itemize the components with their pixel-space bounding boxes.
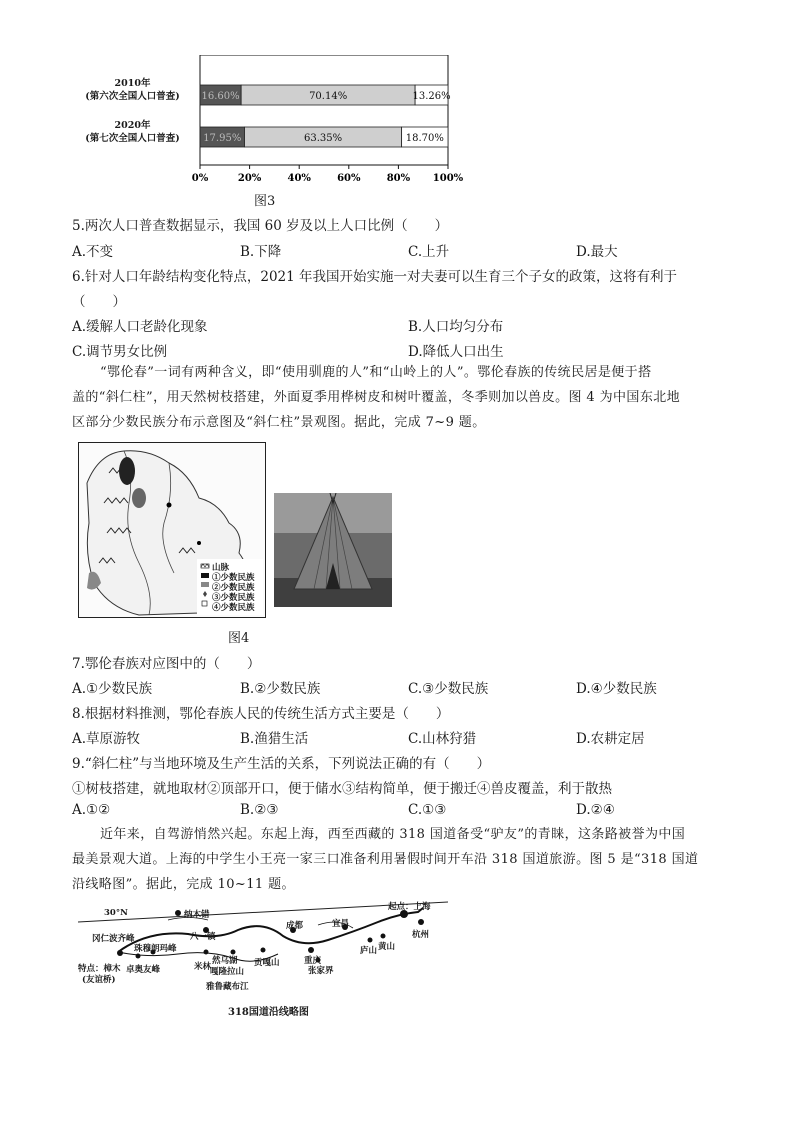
figure-4-map [78,442,266,618]
figure-4-caption: 图4 [228,631,250,646]
place-ranwuhu: 然乌湖 [212,956,238,966]
q8-option-b[interactable]: B.渔猎生活 [240,731,309,747]
place-chongqing: 重庆 [304,956,322,966]
figure-5-route-map [78,900,448,1018]
xierenzhu-photo [274,493,392,607]
q7-option-b[interactable]: B.②少数民族 [240,681,321,697]
bar-data-label: 18.70% [405,133,444,144]
passage-2-line-2: 最美景观大道。上海的中学生小王亮一家三口准备利用暑假时间开车沿 318 国道旅游。图 5 是“318 国道 [72,852,699,867]
place-zhuoaoyou: 卓奥友峰 [126,965,161,975]
place-gangrenboqi: 冈仁波齐峰 [92,934,135,944]
q5-option-c[interactable]: C.上升 [408,244,450,260]
x-tick-label: 100% [432,173,464,184]
x-tick-label: 40% [287,173,311,184]
bar-label-2020 [70,119,195,145]
xierenzhu-image [274,493,392,607]
question-9-statements: ①树枝搭建，就地取材②顶部开口，便于储水③结构简单，便于搬迁④兽皮覆盖，利于散热 [72,781,612,797]
question-6-stem-cont: （ ） [72,294,126,310]
stacked-bar-chart [190,55,470,185]
x-tick-label: 80% [386,173,411,184]
place-gonggashan: 贡嘎山 [254,958,280,968]
q6-option-d[interactable]: D.降低人口出生 [408,344,504,360]
q6-option-b[interactable]: B.人口均匀分布 [408,319,504,335]
q8-option-c[interactable]: C.山林狩猎 [408,731,477,747]
passage-1-line-3: 区部分少数民族分布示意图及“斜仁柱”景观图。据此，完成 7~9 题。 [72,415,486,430]
q5-option-d[interactable]: D.最大 [576,244,618,260]
legend-mountain: 山脉 [212,563,230,573]
label-2020-desc: (第七次全国人口普查) [85,133,180,144]
place-start-note: (友谊桥) [82,975,116,985]
question-8-stem: 8.根据材料推测，鄂伦春族人民的传统生活方式主要是（ ） [72,706,450,722]
bar-label-2010 [70,77,195,103]
q9-option-b[interactable]: B.②③ [240,802,279,818]
q6-option-a[interactable]: A.缓解人口老龄化现象 [72,319,208,335]
place-chengdu: 成都 [286,921,304,931]
place-yichang: 宜昌 [332,919,350,929]
place-bayizhen: 八一镇 [190,932,216,942]
q6-option-c[interactable]: C.调节男女比例 [72,344,168,360]
q9-option-c[interactable]: C.①③ [408,802,447,818]
q7-option-c[interactable]: C.③少数民族 [408,681,489,697]
bar-data-label: 16.60% [201,91,240,102]
place-shanghai: 起点：上海 [388,902,431,912]
legend-ethnic-4: ④少数民族 [212,603,255,613]
bar-data-label: 17.95% [203,133,242,144]
lat-30n-label: 30°N [104,908,128,918]
question-7-stem: 7.鄂伦春族对应图中的（ ） [72,656,261,672]
place-zhangjiajie: 张家界 [308,966,334,976]
question-9-stem: 9.“斜仁柱”与当地环境及生产生活的关系，下列说法正确的有（ ） [72,756,491,772]
place-lushan: 庐山 [360,946,378,956]
q5-option-a[interactable]: A.不变 [72,244,114,260]
place-yarlung-river: 雅鲁藏布江 [206,982,249,992]
bar-data-label: 63.35% [303,133,343,144]
place-start: 特点：樟木 [78,964,121,974]
legend-ethnic-2: ②少数民族 [212,583,255,593]
passage-2-line-1: 近年来，自驾游悄然兴起。东起上海，西至西藏的 318 国道备受“驴友”的青睐，这条路被誉为中国 [100,827,686,842]
figure-3-caption: 图3 [254,194,276,209]
q9-option-a[interactable]: A.①② [72,802,111,818]
place-zhufeng: 珠穆朗玛峰 [134,944,177,954]
legend-ethnic-1: ①少数民族 [212,573,255,583]
x-tick-label: 0% [191,173,209,184]
question-5-stem: 5.两次人口普查数据显示，我国 60 岁及以上人口比例（ ） [72,218,449,234]
q7-option-d[interactable]: D.④少数民族 [576,681,657,697]
q8-option-a[interactable]: A.草原游牧 [72,731,141,747]
place-hangzhou: 杭州 [412,930,430,940]
passage-1-line-2: 盖的“斜仁柱”，用天然树枝搭建，外面夏季用桦树皮和树叶覆盖，冬季则加以兽皮。图 4 为中国东北地 [72,390,681,405]
figure-3 [70,55,470,205]
bar-data-label: 70.14% [309,91,348,102]
place-namucuo: 纳木错 [184,910,210,920]
q8-option-d[interactable]: D.农耕定居 [576,731,645,747]
label-2010-year: 2010年 [114,78,151,89]
passage-1 [72,360,732,435]
q7-option-a[interactable]: A.①少数民族 [72,681,153,697]
label-2020-year: 2020年 [114,120,151,131]
passage-2 [72,822,732,897]
legend-ethnic-3: ③少数民族 [212,593,255,603]
x-tick-label: 20% [237,173,262,184]
bar-data-label: 13.26% [412,91,451,102]
passage-2-line-3: 沿线略图”。据此，完成 10~11 题。 [72,877,295,892]
ethnic-region-1 [119,457,135,485]
passage-1-line-1: “鄂伦春”一词有两种含义，即“使用驯鹿的人”和“山岭上的人”。鄂伦春族的传统民居是便于搭 [100,365,652,380]
figure-5-caption: 318国道沿线略图 [228,1007,309,1018]
label-2010-desc: (第六次全国人口普查) [85,91,180,102]
q9-option-d[interactable]: D.②④ [576,802,615,818]
place-huangshan: 黄山 [378,942,396,952]
place-milin: 米林 [194,962,212,972]
x-tick-label: 60% [337,173,361,184]
q5-option-b[interactable]: B.下降 [240,244,282,260]
ethnic-region-2 [132,488,146,508]
place-galongla: 嘎隆拉山 [210,967,245,977]
question-6-stem: 6.针对人口年龄结构变化特点，2021 年我国开始实施一对夫妻可以生育三个子女的政策，这将有利于 [72,269,678,285]
